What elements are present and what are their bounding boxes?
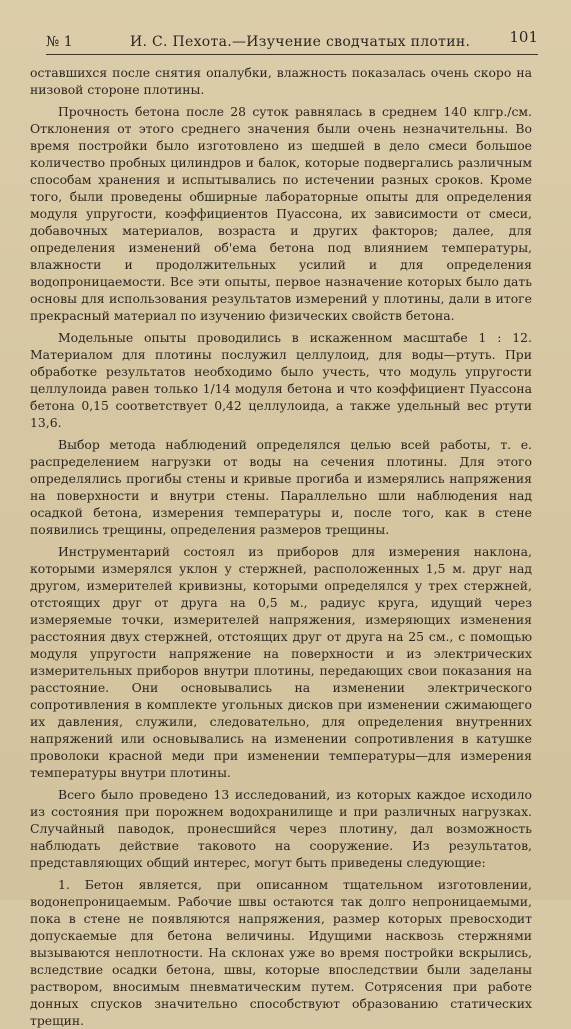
running-header: [26, 28, 546, 54]
paragraph: Инструментарий состоял из приборов для измерения наклона, которыми измерялся уклон у стержней, расположенных 1,5 м. друг над другом, измерителей кривизны, которыми определялся у трех стержней, отстоящих друг от друга на 0,5 м., радиус круга, идущий через измеряемые точки, измерителей напряжения, измеряющих изменения расстояния двух стержней, отстоящих друг от друга на 25 см., с помощью модуля упругости напряжение на поверхности и из электрических измерительных приборов внутри плотины, передающих свои показания на расстояние. Они основывались на изменении электрического сопротивления в комплекте угольных дисков при изменении сжимающего их давления, служили, следовательно, для определения внутренних напряжений или основывались на изменении сопротивления в катушке проволоки красной меди при изменении температуры—для измерения температуры внутри плотины.: [30, 544, 532, 780]
issue-number: № 1: [46, 34, 73, 50]
paragraph: Прочность бетона после 28 суток равнялась в среднем 140 клгр./см. Отклонения от этого среднего значения были очень незначительны. Во время постройки было изготовлено из шедшей в дело смеси большое количество пробных цилиндров и балок, которые подвергались различным способам хранения и испытывались по истечении разных сроков. Кроме того, были проведены обширные лабораторные опыты для определения модуля упругости, коэффициентов Пуассона, их зависимости от смеси, добавочных материалов, возраста и других факторов; далее, для определения изменений об'ема бетона под влиянием температуры, влажности и продолжительных усилий и для определения водопроницаемости. Все эти опыты, первое назначение которых было дать основы для использования результатов измерений у плотины, дали в итоге прекрасный материал по изучению физических свойств бетона.: [30, 104, 532, 323]
paragraph: оставшихся после снятия опалубки, влажность показалась очень скоро на низовой стороне плотины.: [30, 65, 532, 97]
body-text: [30, 64, 532, 1029]
running-title: И. С. Пехота.—Изучение сводчатых плотин.: [130, 34, 471, 50]
paragraph: Модельные опыты проводились в искаженном масштабе 1 : 12. Материалом для плотины послужил целлулоид, для воды—ртуть. При обработке результатов необходимо было учесть, что модуль упругости целлулоида равен только 1/14 модуля бетона и что коэффициент Пуассона бетона 0,15 соответствует 0,42 целлулоида, а также удельный вес ртути 13,6.: [30, 330, 532, 430]
paragraph: 1. Бетон является, при описанном тщательном изготовлении, водонепроницаемым. Рабочие швы остаются так долго непроницаемыми, пока в стене не появляются напряжения, размер которых превосходит допускаемые для бетона величины. Идущими насквозь стержнями вызываются неплотности. На склонах уже во время постройки вскрылись, вследствие осадки бетона, швы, которые впоследствии были заделаны раствором, вносимым пневматическим путем. Сотрясения при работе донных спусков значительно способствуют образованию статических трещин.: [30, 877, 532, 1028]
paragraph: Всего было проведено 13 исследований, из которых каждое исходило из состояния при порожнем водохранилище и при различных нагрузках. Случайный паводок, пронесшийся через плотину, дал возможность наблюдать действие таковото на сооружение. Из результатов, представляющих общий интерес, могут быть приведены следующие:: [30, 787, 532, 870]
header-rule: [46, 54, 538, 55]
paragraph: Выбор метода наблюдений определялся целью всей работы, т. е. распределением нагрузки от воды на сечения плотины. Для этого определялись прогибы стены и кривые прогиба и измерялись напряжения на поверхности и внутри стены. Параллельно шли наблюдения над осадкой бетона, измерения температуры и, после того, как в стене появились трещины, определения размеров трещины.: [30, 437, 532, 537]
page-number: 101: [509, 28, 538, 46]
